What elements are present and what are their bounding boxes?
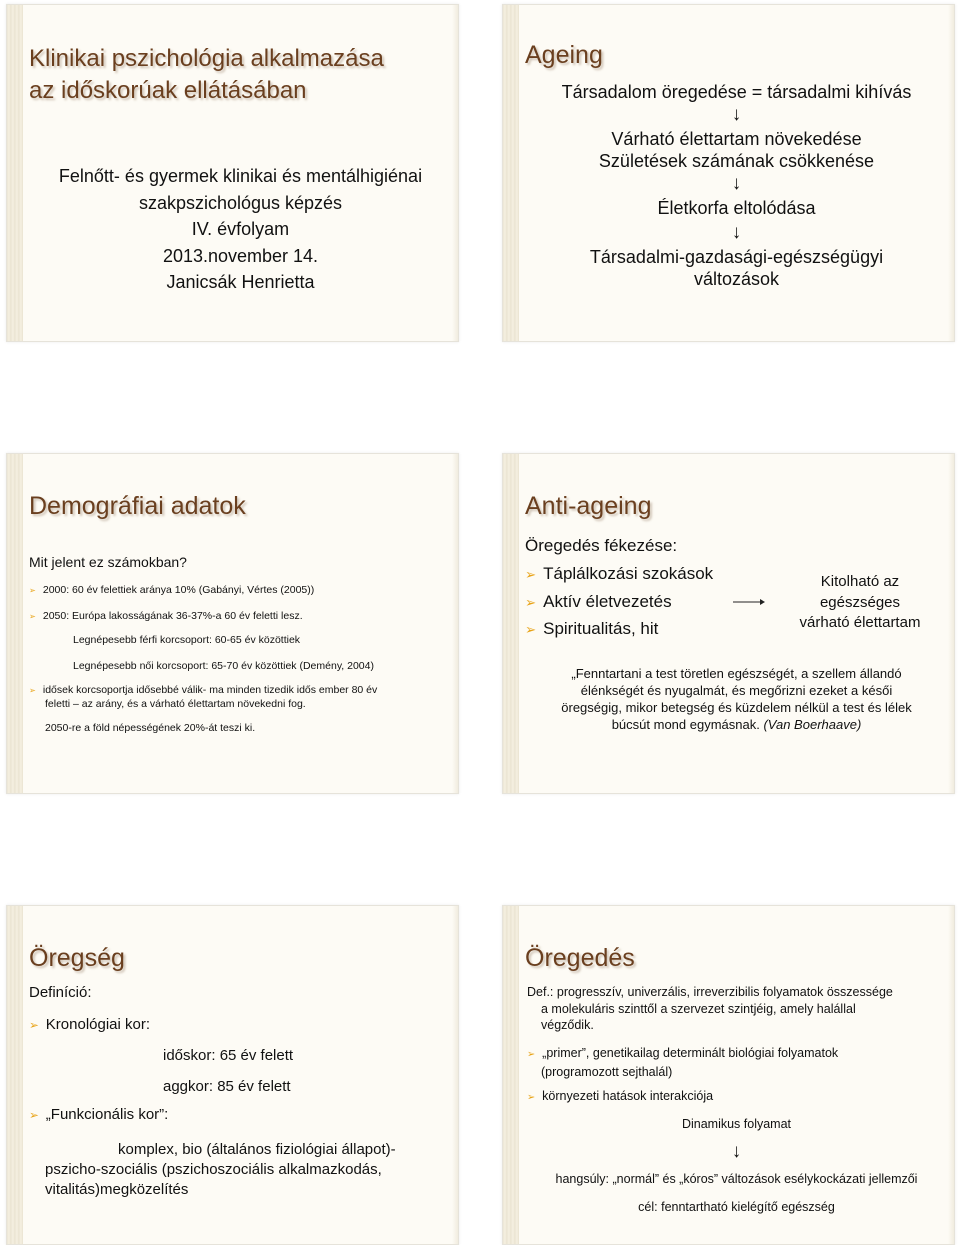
anti-ageing-list [525, 561, 713, 644]
goal-text: cél: fenntartható kielégítő egészség [638, 1200, 835, 1214]
ageing-line-4: Életkorfa eltolódása [657, 198, 816, 218]
age-old: időskor: 65 év felett [163, 1047, 294, 1064]
slide-ageing-process [502, 905, 955, 1245]
course-name-line2: szakpszichológus képzés [138, 192, 343, 213]
slide-heading: Ageing [525, 41, 603, 69]
ageing-line-1: Társadalom öregedése = társadalmi kihívás [561, 82, 912, 102]
slide-heading: Anti-ageing [525, 492, 652, 520]
slide-old-age [6, 905, 459, 1245]
sub-item: Legnépesebb női korcsoport: 65-70 év közöttiek (Demény, 2004) [73, 660, 374, 672]
arrow-down-icon: ↓ [731, 104, 742, 125]
list-item: ➢ Spiritualitás, hit [525, 616, 713, 644]
list-item: ➢ idősek korcsoportja idősebbé válik- ma minden tizedik idős ember 80 év [29, 684, 377, 696]
quote-author: (Van Boerhaave) [763, 717, 862, 732]
demographics-question: Mit jelent ez számokban? [29, 554, 187, 570]
course-date: 2013.november 14. [162, 245, 319, 266]
ageing-content [519, 81, 954, 290]
ageing-line-3: Születések számának csökkenése [598, 151, 875, 171]
arrow-down-icon: ↓ [731, 173, 742, 194]
list-item: ➢ Táplálkozási szokások [525, 561, 713, 589]
extendable-lifespan: Kitolható az egészséges várható élettartam [799, 573, 921, 631]
functional-age-description: komplex, bio (általános fiziológiai állapot)- pszicho-szociális (pszichoszociális alkalmazkodás, vitalitás)megközelítés [45, 1141, 396, 1198]
slide-heading: Öregség [29, 944, 125, 972]
slide-anti-ageing [502, 453, 955, 794]
course-name-line1: Felnőtt- és gyermek klinikai és mentálhigiénai [58, 166, 423, 186]
slide-heading: Öregedés [525, 944, 635, 972]
list-item: ➢ 2000: 60 év felettiek aránya 10% (Gabányi, Vértes (2005)) [29, 584, 314, 596]
slide-title [6, 4, 459, 342]
definition-label: Definíció: [29, 984, 92, 1001]
emphasis-text: hangsúly: „normál” és „kóros” változások esélykockázati jellemzői [555, 1172, 918, 1186]
course-info [23, 163, 458, 296]
dynamic-process: Dinamikus folyamat [681, 1117, 792, 1131]
list-item: ➢ Aktív életvezetés [525, 589, 713, 617]
list-item: ➢ 2050: Európa lakosságának 36-37%-a 60 év feletti lesz. [29, 610, 303, 622]
arrow-right-icon [733, 598, 765, 606]
list-item: ➢ „Funkcionális kor”: [29, 1106, 168, 1123]
boerhaave-quote: „Fenntartani a test töretlen egészségét, a szellem állandó élénkségét és nyugalmát, és megőrizni ezeket a késői öregségig, mikor betegség és küzdelem nélkül a test és lélek búcsút mond egymásnak. (Van Boerhaave) [561, 666, 912, 732]
ageing-line-6: változások [693, 269, 780, 289]
anti-ageing-heading: Öregedés fékezése: [525, 536, 678, 555]
slide-demographics [6, 453, 459, 794]
demographics-footer: 2050-re a föld népességének 20%-át teszi ki. [45, 722, 256, 734]
ageing-line-2: Várható élettartam növekedése [611, 129, 862, 149]
list-item: ➢ Kronológiai kor: [29, 1016, 150, 1033]
slide-ageing [502, 4, 955, 342]
arrow-down-icon: ↓ [731, 1141, 742, 1162]
sub-item: Legnépesebb férfi korcsoport: 60-65 év közöttiek [73, 634, 301, 646]
ageing-line-5: Társadalmi-gazdasági-egészségügyi [589, 247, 884, 267]
list-item: ➢ környezeti hatások interakciója [527, 1089, 713, 1103]
slide-title-heading: Klinikai pszichológia alkalmazása az időskorúak ellátásában [29, 45, 384, 104]
definition: Def.: progresszív, univerzális, irreverzibilis folyamatok összessége a molekuláris szinttől a szervezet szintjéig, amely halállal végződik. [527, 985, 893, 1032]
arrow-down-icon: ↓ [731, 222, 742, 243]
author-name: Janicsák Henrietta [166, 272, 315, 292]
list-item: ➢ „primer”, genetikailag determinált biológiai folyamatok (programozott sejthalál) [527, 1045, 838, 1080]
slide-heading: Demográfiai adatok [29, 492, 246, 520]
age-very-old: aggkor: 85 év felett [163, 1078, 291, 1095]
course-year: IV. évfolyam [191, 219, 290, 239]
list-item-continuation: feletti – az arány, és a várható élettartam növekedni fog. [45, 698, 306, 710]
